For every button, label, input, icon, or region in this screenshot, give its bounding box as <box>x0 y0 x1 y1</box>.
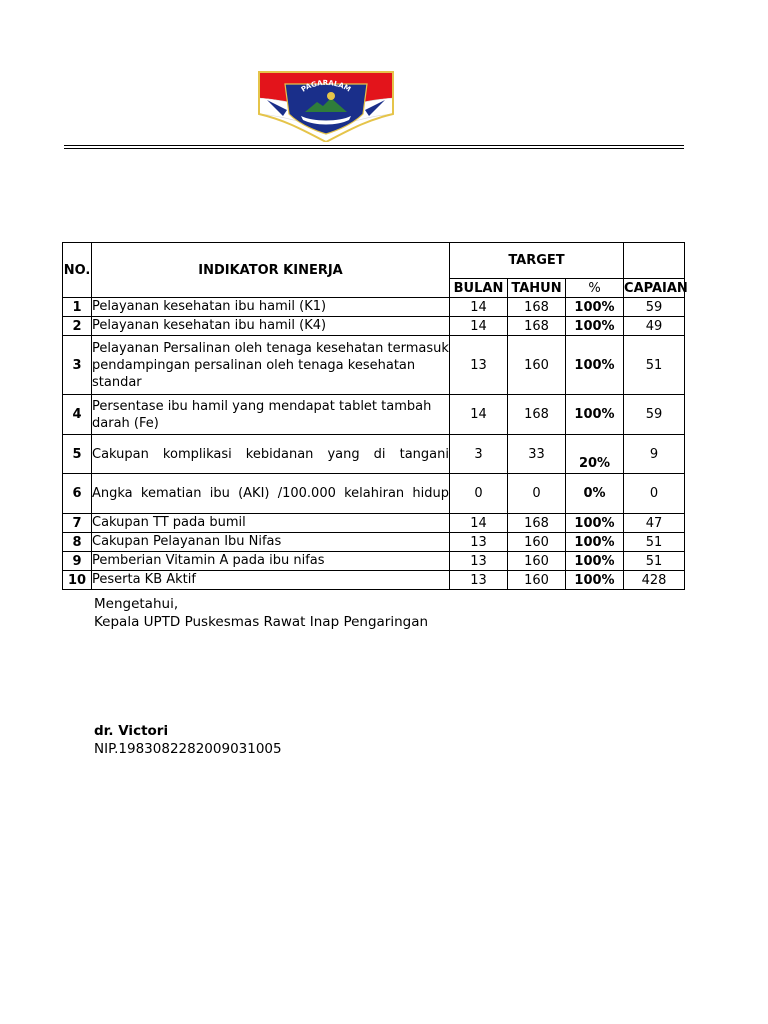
row-tahun: 160 <box>508 552 566 571</box>
row-no: 2 <box>63 317 92 336</box>
header-indikator-kinerja: INDIKATOR KINERJA <box>92 243 450 298</box>
header-rule-bottom <box>64 148 684 149</box>
row-indikator: Pelayanan Persalinan oleh tenaga kesehatan termasuk pendampingan persalinan oleh tenaga kesehatan standar <box>92 336 450 395</box>
row-bulan: 0 <box>450 474 508 514</box>
table-row <box>63 552 685 571</box>
row-tahun: 160 <box>508 533 566 552</box>
row-no: 5 <box>63 435 92 474</box>
row-capaian: 59 <box>624 395 685 435</box>
row-bulan: 14 <box>450 298 508 317</box>
row-capaian: 51 <box>624 336 685 395</box>
row-bulan: 13 <box>450 336 508 395</box>
emblem-text: PAGARALAM <box>299 78 353 94</box>
signer-nip: NIP.198308228200903100​5 <box>94 741 282 757</box>
row-capaian: 51 <box>624 552 685 571</box>
header-rule-top <box>64 145 684 146</box>
row-indikator: Persentase ibu hamil yang mendapat tablet tambah darah (Fe) <box>92 395 450 435</box>
row-percent: 100% <box>566 533 624 552</box>
row-indikator: Pelayanan kesehatan ibu hamil (K1) <box>92 298 450 317</box>
row-bulan: 3 <box>450 435 508 474</box>
row-capaian: 49 <box>624 317 685 336</box>
row-no: 10 <box>63 571 92 590</box>
row-percent: 0% <box>566 474 624 514</box>
table-row <box>63 435 685 474</box>
row-indikator: Angka kematian ibu (AKI) /100.000 kelahiran hidup <box>92 474 450 514</box>
header-percent: % <box>566 279 624 298</box>
row-indikator: Cakupan TT pada bumil <box>92 514 450 533</box>
row-percent: 100% <box>566 395 624 435</box>
row-indikator: Pelayanan kesehatan ibu hamil (K4) <box>92 317 450 336</box>
row-no: 6 <box>63 474 92 514</box>
row-indikator: Pemberian Vitamin A pada ibu nifas <box>92 552 450 571</box>
row-tahun: 160 <box>508 571 566 590</box>
table-row <box>63 533 685 552</box>
table-row <box>63 336 685 395</box>
row-percent: 100% <box>566 298 624 317</box>
row-indikator: Cakupan komplikasi kebidanan yang di tangani <box>92 435 450 474</box>
row-tahun: 168 <box>508 298 566 317</box>
row-capaian: 59 <box>624 298 685 317</box>
row-tahun: 168 <box>508 514 566 533</box>
row-tahun: 0 <box>508 474 566 514</box>
row-capaian: 47 <box>624 514 685 533</box>
table-row <box>63 395 685 435</box>
row-bulan: 13 <box>450 571 508 590</box>
row-tahun: 168 <box>508 395 566 435</box>
header-target: TARGET <box>450 243 624 279</box>
row-bulan: 14 <box>450 317 508 336</box>
row-no: 3 <box>63 336 92 395</box>
row-bulan: 13 <box>450 552 508 571</box>
row-percent: 100% <box>566 552 624 571</box>
header-no: NO. <box>63 243 92 298</box>
row-bulan: 14 <box>450 514 508 533</box>
jabatan-text: Kepala UPTD Puskesmas Rawat Inap Pengaringan <box>94 614 429 630</box>
row-capaian: 428 <box>624 571 685 590</box>
pagaralam-emblem-logo <box>257 70 395 142</box>
row-capaian: 9 <box>624 435 685 474</box>
row-no: 7 <box>63 514 92 533</box>
table-row <box>63 298 685 317</box>
row-percent: 100% <box>566 317 624 336</box>
table-row <box>63 317 685 336</box>
row-percent: 100% <box>566 514 624 533</box>
header-tahun: TAHUN <box>508 279 566 298</box>
table-row <box>63 514 685 533</box>
row-bulan: 14 <box>450 395 508 435</box>
signer-name: dr. Victori <box>94 723 169 739</box>
row-capaian: 51 <box>624 533 685 552</box>
indikator-kinerja-table <box>62 242 688 590</box>
row-no: 4 <box>63 395 92 435</box>
header-bulan: BULAN <box>450 279 508 298</box>
row-tahun: 33 <box>508 435 566 474</box>
row-no: 9 <box>63 552 92 571</box>
row-bulan: 13 <box>450 533 508 552</box>
row-capaian: 0 <box>624 474 685 514</box>
header-capaian: CAPAIAN <box>624 280 688 296</box>
row-no: 1 <box>63 298 92 317</box>
row-tahun: 160 <box>508 336 566 395</box>
row-tahun: 168 <box>508 317 566 336</box>
header-blank-cell <box>624 243 685 279</box>
table-row <box>63 474 685 514</box>
row-indikator: Peserta KB Aktif <box>92 571 450 590</box>
row-no: 8 <box>63 533 92 552</box>
mengetahui-text: Mengetahui, <box>94 596 179 612</box>
row-percent: 20% <box>566 435 624 474</box>
table-header-row-1 <box>63 243 685 279</box>
table-row <box>63 571 685 590</box>
row-indikator: Cakupan Pelayanan Ibu Nifas <box>92 533 450 552</box>
row-percent: 100% <box>566 336 624 395</box>
row-percent: 100% <box>566 571 624 590</box>
